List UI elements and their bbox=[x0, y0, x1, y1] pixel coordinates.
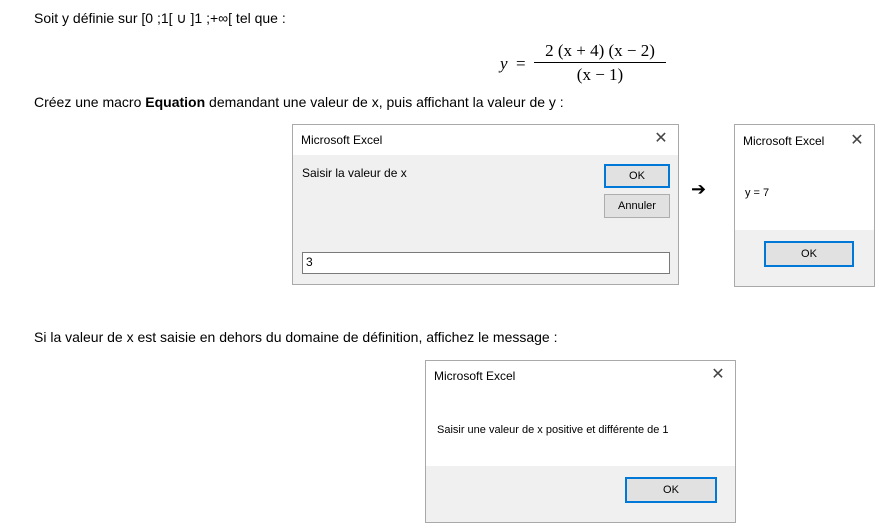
error-titlebar bbox=[426, 361, 735, 391]
result-msgbox bbox=[734, 124, 875, 287]
instruction-line-3: Si la valeur de x est saisie en dehors du domaine de définition, affichez le message : bbox=[34, 329, 558, 345]
equation-numerator: 2 (x + 4) (x − 2) bbox=[545, 41, 655, 60]
inputbox-titlebar bbox=[293, 125, 678, 155]
intro-line-1: Soit y définie sur [0 ;1[ ∪ ]1 ;+∞[ tel que : bbox=[34, 10, 286, 26]
equation-fraction bbox=[534, 40, 666, 85]
close-icon[interactable]: ✕ bbox=[850, 132, 864, 149]
equation-equals: = bbox=[516, 54, 526, 73]
equation bbox=[496, 40, 666, 84]
inputbox-title: Microsoft Excel bbox=[301, 133, 383, 147]
error-title: Microsoft Excel bbox=[434, 369, 516, 383]
error-msgbox bbox=[425, 360, 736, 523]
cancel-button[interactable]: Annuler bbox=[604, 194, 670, 218]
fraction-bar bbox=[534, 62, 666, 63]
ok-button[interactable]: OK bbox=[764, 241, 854, 267]
equation-lhs: y bbox=[500, 54, 508, 73]
result-footer bbox=[735, 230, 874, 286]
x-value-input[interactable]: 3 bbox=[302, 252, 670, 274]
result-title: Microsoft Excel bbox=[743, 134, 825, 148]
ok-button[interactable]: OK bbox=[625, 477, 717, 503]
close-icon[interactable]: ✕ bbox=[711, 366, 725, 383]
arrow-right-icon: ➔ bbox=[691, 179, 707, 199]
inputbox-dialog bbox=[292, 124, 679, 285]
close-icon[interactable]: ✕ bbox=[654, 130, 668, 147]
ok-button[interactable]: OK bbox=[604, 164, 670, 188]
intro-line-2-prefix: Créez une macro bbox=[34, 94, 146, 110]
equation-denominator: (x − 1) bbox=[576, 65, 624, 84]
intro-line-2-suffix: demandant une valeur de x, puis affichant la valeur de y : bbox=[205, 94, 564, 110]
inputbox-prompt: Saisir la valeur de x bbox=[302, 166, 407, 180]
error-footer bbox=[426, 466, 735, 522]
result-titlebar bbox=[735, 125, 874, 155]
result-message: y = 7 bbox=[745, 187, 770, 199]
intro-line-2 bbox=[34, 94, 564, 110]
error-message: Saisir une valeur de x positive et différente de 1 bbox=[437, 424, 669, 436]
macro-name: Equation bbox=[145, 94, 206, 110]
